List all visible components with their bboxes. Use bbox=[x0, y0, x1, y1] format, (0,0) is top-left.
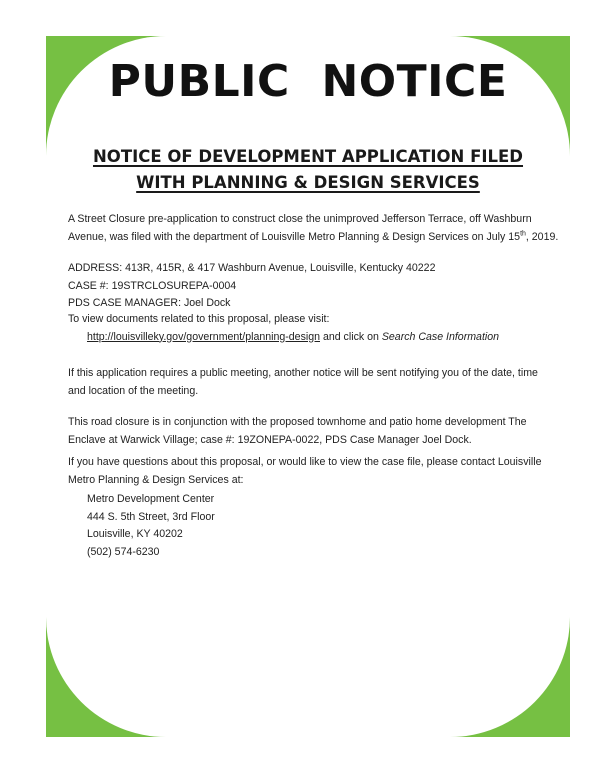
intro-line-2-end: , 2019. bbox=[525, 230, 559, 243]
documents-intro: To view documents related to this proposal, please visit: bbox=[68, 313, 330, 325]
documents-connector: and click on bbox=[320, 330, 382, 343]
closure-line-2: Enclave at Warwick Village; case #: 19ZONEPA-0022, PDS Case Manager Joel Dock. bbox=[68, 433, 472, 446]
notice-panel bbox=[46, 36, 570, 737]
closure-paragraph bbox=[68, 414, 552, 449]
case-manager-line: PDS CASE MANAGER: Joel Dock bbox=[68, 297, 231, 309]
subheading bbox=[54, 144, 562, 196]
documents-paragraph bbox=[68, 311, 552, 346]
contact-name: Metro Development Center bbox=[87, 493, 215, 505]
subheading-line-1: NOTICE OF DEVELOPMENT APPLICATION FILED bbox=[92, 147, 524, 166]
contact-city: Louisville, KY 40202 bbox=[87, 528, 183, 540]
meeting-line-2: and location of the meeting. bbox=[68, 384, 199, 397]
date-suffix: th bbox=[520, 229, 526, 237]
questions-line-2: Metro Planning & Design Services at: bbox=[68, 473, 244, 486]
intro-line-2 bbox=[68, 229, 559, 247]
questions-paragraph bbox=[68, 454, 552, 489]
intro-paragraph bbox=[68, 211, 559, 246]
meeting-line-1: If this application requires a public meeting, another notice will be sent notifying you of the date, time bbox=[68, 367, 538, 379]
contact-block bbox=[68, 491, 552, 561]
planning-design-url-link[interactable]: http://louisvilleky.gov/government/planning-design bbox=[87, 330, 320, 343]
green-border-frame bbox=[46, 36, 570, 737]
meeting-paragraph bbox=[68, 365, 552, 400]
subheading-line-2: WITH PLANNING & DESIGN SERVICES bbox=[136, 173, 480, 192]
documents-link-line bbox=[68, 329, 552, 347]
search-case-information-label: Search Case Information bbox=[381, 330, 500, 343]
intro-line-2-text: Avenue, was filed with the department of Louisville Metro Planning & Design Services on July 15 bbox=[68, 230, 521, 243]
case-number-line: CASE #: 19STRCLOSUREPA-0004 bbox=[68, 279, 237, 292]
intro-line-1: A Street Closure pre-application to construct close the unimproved Jefferson Terrace, off Washburn bbox=[68, 213, 532, 225]
headline: PUBLIC NOTICE bbox=[108, 56, 508, 107]
questions-line-1: If you have questions about this proposal, or would like to view the case file, please contact Louisville bbox=[68, 456, 542, 468]
contact-phone: (502) 574-6230 bbox=[87, 545, 160, 558]
address-line: ADDRESS: 413R, 415R, & 417 Washburn Avenue, Louisville, Kentucky 40222 bbox=[68, 262, 436, 274]
case-info bbox=[68, 260, 552, 313]
closure-line-1: This road closure is in conjunction with the proposed townhome and patio home development The bbox=[68, 416, 527, 428]
contact-street: 444 S. 5th Street, 3rd Floor bbox=[87, 510, 215, 523]
